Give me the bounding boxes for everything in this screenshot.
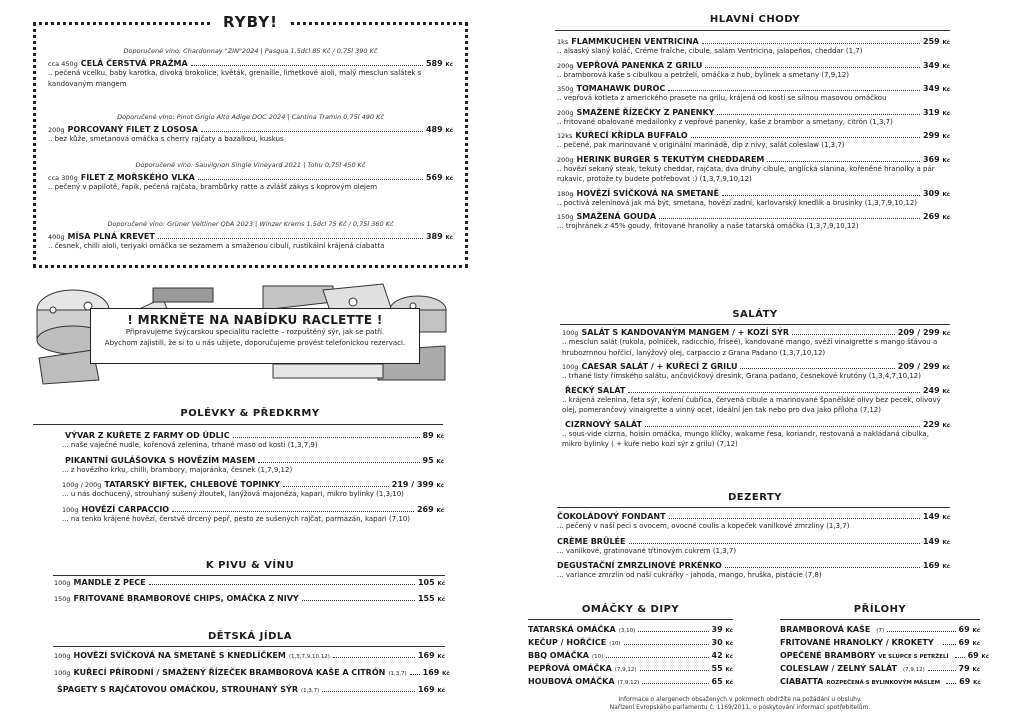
item-price: 259 — [922, 37, 940, 46]
item-description: ... u nás dochucený, strouhaný sušený žloutek, lanýžová majonéza, kapari, mikro bylinky (1,3,10) — [62, 490, 404, 498]
item-allergens: (7,9,12) — [617, 680, 640, 686]
leader-dots — [149, 584, 415, 585]
soups-list — [62, 431, 444, 524]
item-name: TATARSKÁ OMÁČKA — [528, 625, 616, 634]
item-currency: Kč — [942, 388, 950, 395]
item-currency: Kč — [942, 63, 950, 70]
menu-item — [557, 131, 950, 151]
item-name: BBQ OMÁČKA — [528, 651, 589, 660]
item-price: 349 — [922, 84, 940, 93]
item-price: 219 / 399 — [391, 480, 434, 489]
item-currency: Kč — [437, 688, 445, 694]
item-price: 169 — [422, 668, 440, 677]
item-currency: Kč — [445, 235, 453, 241]
menu-item — [62, 505, 444, 525]
sides-list — [780, 625, 990, 686]
item-name: VÝVAR Z KUŘETE Z FARMY OD ÚDLIC — [65, 431, 230, 440]
item-price: 69 — [958, 625, 970, 634]
item-name: TOMAHAWK DUROC — [576, 84, 666, 93]
leader-dots — [928, 670, 956, 671]
menu-item — [557, 155, 950, 185]
item-price: 369 — [922, 154, 940, 164]
menu-item — [562, 328, 950, 358]
item-currency: Kč — [436, 434, 444, 440]
item-allergens: (1,3,7) — [388, 671, 407, 677]
menu-item — [562, 420, 950, 450]
menu-item — [557, 84, 950, 104]
leader-dots — [668, 90, 920, 91]
raclette-banner — [90, 308, 420, 364]
item-currency: Kč — [973, 680, 981, 686]
leader-dots — [717, 114, 919, 115]
item-weight: 200g — [557, 155, 574, 164]
leader-dots — [669, 518, 920, 519]
item-price: 349 — [922, 60, 940, 70]
item-currency: Kč — [437, 581, 445, 587]
leader-dots — [198, 179, 423, 180]
banner-title: ! MRKNĚTE NA NABÍDKU RACLETTE ! — [127, 313, 383, 327]
banner-line-1: Připravujeme švýcarskou specialitu raclette – rozpuštěný sýr, jak se patří. — [125, 328, 385, 336]
item-weight: 200g — [557, 108, 574, 117]
fish-section — [33, 13, 468, 268]
item-description: .. alsaský slaný koláč, Créme fraîche, cibule, salám Ventricina, jalapeños, cheddar (1,7) — [557, 47, 863, 55]
salads-list — [562, 328, 950, 450]
item-name: KUŘECÍ PŘÍRODNÍ / SMAŽENÝ ŘÍZEČEK BRAMBOROVÁ KAŠE A CITRÓN — [73, 668, 386, 677]
kids-title: DĚTSKÁ JÍDLA — [208, 631, 292, 642]
item-allergens: (3,10) — [618, 628, 636, 634]
item-name: KEČUP / HOŘČICE — [528, 638, 607, 647]
item-allergens: (10) — [592, 654, 604, 660]
leader-dots — [258, 462, 419, 463]
leader-dots — [628, 392, 920, 393]
item-price: 569 — [425, 173, 443, 182]
menu-item — [557, 37, 950, 57]
item-price: 95 — [422, 455, 434, 465]
menu-item — [557, 108, 950, 128]
item-price: 209 / 299 — [897, 328, 940, 337]
leader-dots — [638, 631, 708, 632]
item-price: 169 — [922, 561, 940, 570]
item-allergens: (7,9,12) — [902, 667, 925, 673]
item-name: HOVĚZÍ CARPACCIO — [81, 504, 170, 514]
item-description: .. sous-vide cizrna, hoisin omáčka, mungo klíčky, wakame řesa, koriandr, restovaná a nakládaná cibulka, mikro bylinky ( + kuře nebo kozí sýr z grilu) (7,12) — [562, 429, 929, 448]
leader-dots — [702, 43, 920, 44]
item-price: 269 — [922, 212, 940, 221]
item-currency: Kč — [972, 641, 980, 647]
menu-item — [780, 664, 980, 673]
wine-recommendation: Doporučené víno: Sauvignon Single Vineyard 2021 | Tohu 0,75l 450 Kč — [135, 161, 366, 169]
menu-item — [54, 685, 445, 694]
fish-item — [48, 47, 453, 89]
item-weight: 100g — [62, 505, 79, 514]
mains-list — [557, 37, 950, 232]
item-description: .. fritované obalované medailonky z vepřové panenky, kaše z brambor a smetany, citrón (1,3,7) — [557, 117, 893, 126]
fish-item — [48, 113, 453, 145]
item-price: 209 / 299 — [897, 362, 940, 371]
fish-item — [48, 161, 453, 193]
banner-line-2: Abychom zajistili, že si to u nás užijete, doporučujeme provést telefonickou rezervaci. — [104, 339, 406, 347]
leader-dots — [740, 368, 894, 369]
leader-dots — [333, 657, 415, 658]
salads-title: SALÁTY — [732, 309, 778, 320]
section-divider — [560, 324, 950, 325]
item-currency: Kč — [725, 641, 733, 647]
item-name: OPEČENÉ BRAMBORY — [780, 651, 876, 660]
item-currency: Kč — [445, 62, 453, 68]
item-price: 39 — [711, 625, 723, 634]
item-name: HOVĚZÍ SVÍČKOVÁ NA SMETANĚ S KNEDLÍČKEM — [73, 651, 286, 660]
item-name: CIABATTA — [780, 677, 824, 686]
leader-dots — [201, 131, 423, 132]
menu-item — [54, 651, 445, 660]
item-weight: 350g — [557, 85, 574, 93]
leader-dots — [640, 670, 709, 671]
section-divider — [53, 575, 445, 576]
menu-item — [557, 212, 950, 232]
menu-item — [557, 537, 950, 557]
item-name: SMAŽENÉ ŘÍZEČKY Z PANENKY — [576, 107, 715, 117]
menu-item — [780, 638, 980, 647]
item-currency: Kč — [436, 507, 444, 514]
menu-item — [780, 651, 990, 660]
fish-item — [48, 220, 453, 252]
item-description: ... variance zmrzlin od naší cukrářky - jahoda, mango, hruška, pistácie (7,8) — [557, 571, 822, 579]
item-weight: 100g / 200g — [62, 481, 102, 489]
item-currency: Kč — [942, 422, 950, 429]
item-weight: 100g — [562, 329, 579, 337]
leader-dots — [629, 543, 920, 544]
item-name: FLAMMKUCHEN VENTRICINA — [571, 37, 699, 46]
item-currency: Kč — [942, 564, 950, 570]
sauces-list — [528, 625, 733, 686]
item-description: .. pečený v papilotě, řapík, pečená rajčata, brambůrky ratte a zvlášť zákys s koprovým olejem — [48, 183, 378, 191]
item-description: .. česnek, chilli aioli, teriyaki omáčka se sezamem a smaženou cibulí, rustikální krájená ciabatta — [48, 242, 385, 250]
item-name: MÍSA PLNÁ KREVET — [67, 232, 155, 241]
item-name: CIZRNOVÝ SALÁT — [565, 419, 642, 429]
item-name: BRAMBOROVÁ KAŠE — [780, 625, 871, 634]
item-currency: Kč — [436, 458, 444, 465]
footnote-line-1: Informace o alergenech obsažených v pokrmech obdržíte na požádání u obsluhy. — [618, 696, 862, 703]
item-description: .. krájená zelenina, feta sýr, koření čubřica, červená cibule a marinované španělské olivy bez pecek, olivový olej, pomerančový vinaigrette a vinný ocet, ideální jen tak nebo pro dva jako příloha (7,12) — [562, 395, 941, 414]
item-description: .. pečená vcelku, baby karotka, divoká brokolice, květák, grenaille, limetkové aioli, malý mesclun salátek s kandovaným mangem — [48, 69, 422, 88]
item-allergens: (1,3,7,9,10,12) — [288, 654, 330, 660]
item-weight: 150g — [54, 595, 71, 603]
item-weight: cca 300g — [48, 174, 78, 182]
item-name: ČOKOLÁDOVÝ FONDANT — [557, 512, 666, 521]
item-currency: Kč — [942, 134, 950, 140]
item-name: PEPŘOVÁ OMÁČKA — [528, 664, 612, 673]
leader-dots — [410, 674, 420, 675]
beer-title: K PIVU & VÍNU — [205, 560, 295, 571]
leader-dots — [322, 691, 415, 692]
item-currency: Kč — [942, 191, 950, 198]
item-description: .. pečené, pak marinované v originální marinádě, dip z nivy, salát coleslaw (1,3,7) — [557, 141, 845, 149]
item-currency: Kč — [942, 157, 950, 164]
footnote-line-2: Nařízení Evropského parlamentu č. 1169/2011, o poskytování informací spotřebitelům. — [609, 704, 871, 711]
desserts-title: DEZERTY — [727, 492, 783, 503]
item-price: 169 — [417, 685, 435, 694]
leader-dots — [659, 218, 920, 219]
item-description: .. mesclun salát (rukola, polníček, radicchio, friseé), kandované mango, svěží vinaigrette s mango šťávou a hrubozrnnou hořčicí, lanýžový olej, carpaccio z Grana Padano (1,3,7,10,12) — [562, 338, 938, 357]
sides-title: PŘÍLOHY — [853, 604, 907, 615]
item-description: .. hovězí sekaný steak, tekutý cheddar, rajčata, dva druhy cibule, anglická slanina, kořeněné hranolky a pár rukavic, protože ty budete potřebovat :) (1,3,7,9,10,12) — [557, 164, 935, 183]
item-weight: cca 450g — [48, 60, 78, 68]
item-price: 269 — [416, 504, 434, 514]
menu-item — [562, 386, 950, 416]
item-weight: 12ks — [557, 132, 573, 140]
leader-dots — [606, 657, 708, 658]
wine-recommendation: Doporučené víno: Chardonnay "ZIN"2024 | Pasqua 1,5dcl 85 Kč / 0,75l 390 Kč — [123, 47, 378, 55]
item-weight: 200g — [557, 61, 574, 70]
item-currency: Kč — [437, 597, 445, 603]
item-description: .. vepřová kotleta z amerického prasete na grilu, krájená od kosti se silnou masovou omáčkou — [557, 94, 887, 102]
item-price: 149 — [922, 512, 940, 521]
item-name: FRITOVANÉ HRANOLKY / KROKETY — [780, 638, 934, 647]
menu-item — [780, 677, 980, 686]
leader-dots — [943, 644, 956, 645]
item-name: SALÁT S KANDOVANÝM MANGEM / + KOZÍ SÝR — [581, 328, 790, 337]
item-currency: Kč — [972, 667, 980, 673]
menu-item — [54, 668, 450, 677]
item-price: 42 — [711, 651, 723, 660]
item-name: COLESLAW / ZELNÝ SALÁT — [780, 664, 897, 673]
item-note: VE SLUPCE S PETRŽELÍ — [878, 654, 949, 660]
item-price: 105 — [417, 578, 435, 587]
item-currency: Kč — [445, 176, 453, 182]
menu-item — [62, 456, 444, 476]
menu-item — [528, 677, 733, 686]
item-allergens: (7,9,12) — [614, 667, 637, 673]
menu-item — [528, 651, 733, 660]
menu-item — [557, 61, 950, 81]
item-price: 299 — [922, 131, 940, 140]
menu-item — [528, 638, 733, 647]
item-currency: Kč — [445, 128, 453, 134]
item-currency: Kč — [942, 40, 950, 46]
item-price: 65 — [711, 677, 723, 686]
item-currency: Kč — [942, 365, 950, 371]
item-currency: Kč — [442, 671, 450, 677]
item-name: CELÁ ČERSTVÁ PRAŽMA — [80, 59, 188, 68]
item-currency: Kč — [942, 331, 950, 337]
leader-dots — [191, 65, 423, 66]
item-price: 30 — [711, 638, 723, 647]
item-description: .. poctivá zeleninová jak má být, smetana, hovězí zadní, karlovarský knedlík a brusinky (1,3,7,9,10,12) — [557, 198, 918, 207]
item-currency: Kč — [942, 539, 950, 546]
item-price: 169 — [417, 651, 435, 660]
mains-title: HLAVNÍ CHODY — [709, 14, 801, 25]
section-divider — [780, 619, 980, 620]
item-name: TATARSKÝ BIFTEK, CHLEBOVÉ TOPINKY — [104, 480, 281, 489]
leader-dots — [705, 67, 920, 68]
item-currency: Kč — [942, 110, 950, 117]
leader-dots — [624, 644, 709, 645]
leader-dots — [792, 334, 895, 335]
item-name: HOVĚZÍ SVÍČKOVÁ NA SMETANĚ — [576, 188, 719, 198]
leader-dots — [955, 657, 965, 658]
item-name: HERINK BURGER S TEKUTÝM CHEDDAREM — [576, 154, 765, 164]
item-currency: Kč — [981, 654, 990, 660]
leader-dots — [691, 137, 920, 138]
kids-list — [54, 651, 450, 694]
item-weight: 100g — [54, 652, 71, 660]
leader-dots — [233, 437, 420, 438]
item-name: FILET Z MOŘSKÉHO VLKA — [80, 173, 195, 182]
item-price: 79 — [958, 664, 970, 673]
item-description: ... vanilkové, gratinované třtinovým cukrem (1,3,7) — [557, 546, 737, 555]
item-weight: 400g — [48, 233, 65, 241]
menu-item — [557, 512, 950, 532]
leader-dots — [302, 600, 415, 601]
item-note: ROZPEČENÁ S BYLINKOVÝM MÁSLEM — [826, 680, 941, 686]
item-price: 155 — [417, 594, 435, 603]
item-price: 55 — [711, 664, 723, 673]
item-price: 89 — [422, 431, 434, 440]
item-description: ... trojhránek z 45% goudy, fritované hranolky a naše tatarská omáčka (1,3,7,9,10,12) — [557, 222, 859, 230]
item-weight: 200g — [48, 126, 65, 134]
sauces-title: OMÁČKY & DIPY — [581, 604, 680, 615]
allergen-footnote — [570, 696, 910, 712]
item-currency: Kč — [942, 87, 950, 93]
item-weight: 100g — [54, 579, 71, 587]
wine-recommendation: Doporučené víno: Pinot Grigio Alto Adige DOC 2024 | Cantina Tramin 0,75l 490 Kč — [117, 113, 384, 121]
menu-item — [780, 625, 980, 634]
item-name: KUŘECÍ KŘÍDLA BUFFALO — [575, 131, 688, 140]
leader-dots — [767, 161, 920, 162]
item-name: DEGUSTAČNÍ ZMRZLINOVÉ PRKÉNKO — [557, 561, 722, 570]
item-weight: 180g — [557, 189, 574, 198]
item-description: .. bez kůže, smetanová omáčka s cherry rajčaty a bazalkou, kuskus — [48, 135, 284, 143]
item-name: VEPŘOVÁ PANENKA Z GRILU — [576, 60, 703, 70]
leader-dots — [645, 426, 920, 427]
item-currency: Kč — [725, 667, 733, 673]
item-description: ... z hovězího krku, chilli, brambory, majoránka, česnek (1,7,9,12) — [62, 465, 293, 474]
menu-item — [528, 625, 733, 634]
item-currency: Kč — [725, 654, 733, 660]
item-description: ... na tenko krájené hovězí, čerstvě drcený pepř, pesto ze sušených rajčat, parmazán, kapari (7,10) — [62, 514, 411, 523]
item-price: 149 — [922, 536, 940, 546]
menu-item — [562, 362, 950, 382]
desserts-list — [557, 512, 950, 581]
item-description: ... pečený v naší peci s ovocem, ovocné coulis a kopeček vanilkové zmrzliny (1,3,7) — [557, 522, 850, 530]
item-name: FRITOVANÉ BRAMBOROVÉ CHIPS, OMÁČKA Z NIVY — [73, 594, 299, 603]
section-divider — [528, 619, 733, 620]
item-name: MANDLE Z PECE — [73, 578, 146, 587]
leader-dots — [946, 683, 956, 684]
section-divider — [557, 507, 950, 508]
item-price: 229 — [922, 419, 940, 429]
item-price: 69 — [959, 677, 971, 686]
item-currency: Kč — [436, 483, 444, 489]
item-allergens: (1,3,7) — [300, 688, 320, 694]
item-name: SMAŽENÁ GOUDA — [576, 212, 657, 221]
leader-dots — [725, 567, 920, 568]
item-description: .. trhané listy římského salátu, ančovičkový dresink, Grana padano, česnekové krutóny (1,3,4,7,10,12) — [562, 372, 921, 380]
item-currency: Kč — [972, 628, 980, 634]
item-name: ŠPAGETY S RAJČATOVOU OMÁČKOU, STROUHANÝ SÝR — [57, 685, 298, 694]
fish-title: RYBY! — [213, 13, 288, 31]
item-name: PIKANTNÍ GULÁŠOVKA S HOVĚZÍM MASEM — [65, 455, 256, 465]
item-name: ŘECKÝ SALÁT — [565, 385, 626, 395]
menu-item — [54, 594, 445, 603]
menu-item — [62, 431, 444, 451]
item-price: 69 — [967, 651, 979, 660]
menu-item — [528, 664, 733, 673]
item-currency: Kč — [725, 628, 733, 634]
item-weight: 1ks — [557, 38, 569, 46]
item-currency: Kč — [942, 215, 950, 221]
item-price: 249 — [922, 385, 940, 395]
item-name: PORCOVANÝ FILET Z LOSOSA — [67, 125, 198, 134]
item-price: 69 — [958, 638, 970, 647]
leader-dots — [722, 195, 920, 196]
item-price: 489 — [425, 125, 443, 134]
item-price: 389 — [425, 232, 443, 241]
item-name: CRÈME BRÛLÉE — [557, 536, 626, 546]
leader-dots — [172, 511, 414, 512]
item-currency: Kč — [725, 680, 733, 686]
item-allergens: (10) — [609, 641, 621, 647]
menu-item — [62, 480, 444, 500]
leader-dots — [887, 631, 955, 632]
item-price: 589 — [425, 59, 443, 68]
leader-dots — [283, 486, 389, 487]
item-name: CAESAR SALÁT / + KUŘECÍ Z GRILU — [581, 362, 738, 371]
section-divider — [33, 424, 443, 425]
menu-item — [557, 561, 950, 581]
menu-item — [54, 578, 445, 587]
item-price: 309 — [922, 188, 940, 198]
menu-item — [557, 189, 950, 209]
item-currency: Kč — [437, 654, 445, 660]
leader-dots — [642, 683, 708, 684]
item-description: ... naše vaječné nudle, kořenová zelenina, trhané maso od kosti (1,3,7,9) — [62, 441, 318, 449]
item-weight: 100g — [54, 669, 71, 677]
item-allergens: (7) — [876, 628, 885, 634]
beer-list — [54, 578, 445, 603]
item-name: HOUBOVÁ OMÁČKA — [528, 677, 615, 686]
soups-title: POLÉVKY & PŘEDKRMY — [180, 408, 320, 419]
section-divider — [53, 646, 445, 647]
section-divider — [555, 30, 950, 31]
leader-dots — [158, 238, 423, 239]
item-weight: 150g — [557, 213, 574, 221]
item-currency: Kč — [942, 515, 950, 521]
item-price: 319 — [922, 107, 940, 117]
item-description: .. bramborová kaše s cibulkou a petrželí, omáčka z hub, bylinek a smetany (7,9,12) — [557, 70, 850, 79]
wine-recommendation: Doporučené víno: Grüner Veltliner QbA 2023 | Winzer Krems 1,5dcl 75 Kč / 0,75l 360 Kč — [107, 220, 394, 228]
item-weight: 100g — [562, 363, 579, 371]
